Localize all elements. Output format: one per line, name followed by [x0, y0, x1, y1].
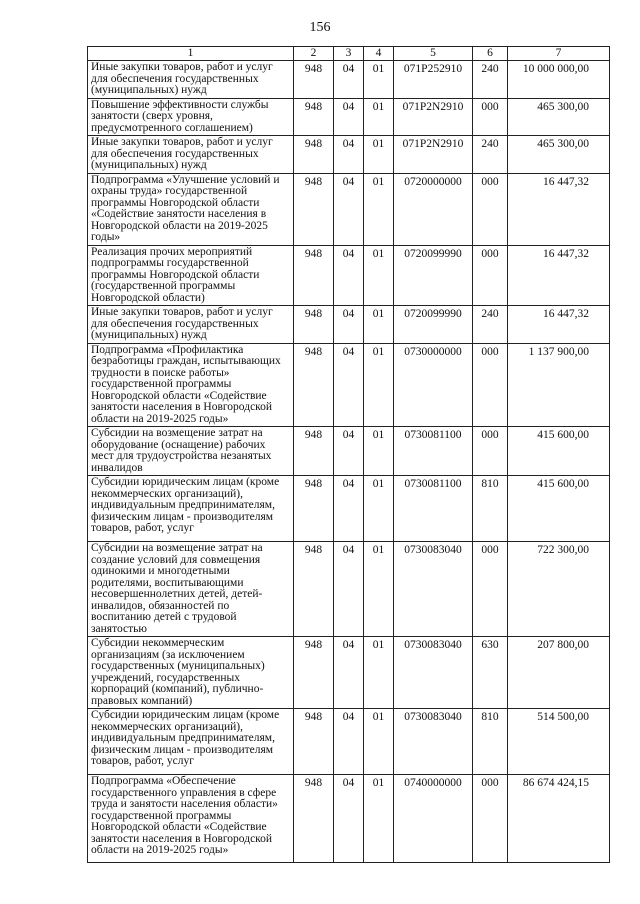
expense-type-cell: 240	[473, 136, 508, 174]
gr-code-cell: 948	[294, 306, 334, 344]
expense-type-cell: 000	[473, 542, 508, 637]
gr-code-cell: 948	[294, 343, 334, 427]
gr-code-cell: 948	[294, 775, 334, 863]
row-name-cell: Подпрограмма «Улучшение условий и охраны труда» государственной программы Новгородской области «Содействие занятости населения в Новгородской области на 2019-2025 годы»	[88, 173, 294, 245]
target-article-cell: 0720000000	[394, 173, 473, 245]
section-code-cell: 04	[334, 343, 364, 427]
table-row	[88, 136, 610, 174]
subsection-code-cell: 01	[364, 61, 394, 99]
section-code-cell: 04	[334, 61, 364, 99]
table-row	[88, 98, 610, 136]
row-name-cell: Подпрограмма «Профилактика безработицы граждан, испытывающих трудности в поиске работы» государственной программы Новгородской области «Содействие занятости населения в Новгородской области на 2019-2025 годы»	[88, 343, 294, 427]
column-header: 5	[394, 47, 473, 61]
column-header: 4	[364, 47, 394, 61]
target-article-cell: 071Р2N2910	[394, 136, 473, 174]
table-row	[88, 637, 610, 709]
page-number: 156	[309, 20, 331, 35]
row-name-cell: Субсидии юридическим лицам (кроме некоммерческих организаций), индивидуальным предпринимателям, физическим лицам - производителям товаров, работ, услуг	[88, 709, 294, 775]
row-name-cell: Реализация прочих мероприятий подпрограммы государственной программы Новгородской области (государственной программы Новгородской области)	[88, 245, 294, 306]
table-row	[88, 61, 610, 99]
expense-type-cell: 630	[473, 637, 508, 709]
table-row	[88, 775, 610, 863]
subsection-code-cell: 01	[364, 136, 394, 174]
subsection-code-cell: 01	[364, 637, 394, 709]
amount-cell: 514 500,00	[508, 709, 610, 775]
table-row	[88, 542, 610, 637]
row-name-cell: Повышение эффективности службы занятости (сверх уровня, предусмотренного соглашением)	[88, 98, 294, 136]
subsection-code-cell: 01	[364, 476, 394, 542]
row-name-cell: Субсидии на возмещение затрат на оборудование (оснащение) рабочих мест для трудоустройства незанятых инвалидов	[88, 427, 294, 476]
column-header: 6	[473, 47, 508, 61]
target-article-cell: 071Р2N2910	[394, 98, 473, 136]
section-code-cell: 04	[334, 245, 364, 306]
table-row	[88, 427, 610, 476]
target-article-cell: 0730000000	[394, 343, 473, 427]
row-name-cell: Иные закупки товаров, работ и услуг для обеспечения государственных (муниципальных) нужд	[88, 306, 294, 344]
section-code-cell: 04	[334, 98, 364, 136]
expense-type-cell: 000	[473, 173, 508, 245]
expense-type-cell: 000	[473, 98, 508, 136]
column-header: 1	[88, 47, 294, 61]
table-row	[88, 476, 610, 542]
row-name-cell: Подпрограмма «Обеспечение государственного управления в сфере труда и занятости населения области» государственной программы Новгородской области «Содействие занятости населения в Новгородской области на 2019-2025 годы»	[88, 775, 294, 863]
section-code-cell: 04	[334, 427, 364, 476]
subsection-code-cell: 01	[364, 245, 394, 306]
gr-code-cell: 948	[294, 98, 334, 136]
expense-type-cell: 000	[473, 343, 508, 427]
amount-cell: 415 600,00	[508, 476, 610, 542]
section-code-cell: 04	[334, 136, 364, 174]
target-article-cell: 0730081100	[394, 427, 473, 476]
target-article-cell: 0720099990	[394, 245, 473, 306]
subsection-code-cell: 01	[364, 427, 394, 476]
expense-type-cell: 240	[473, 306, 508, 344]
table-row	[88, 343, 610, 427]
amount-cell: 16 447,32	[508, 245, 610, 306]
section-code-cell: 04	[334, 542, 364, 637]
gr-code-cell: 948	[294, 245, 334, 306]
target-article-cell: 0730083040	[394, 709, 473, 775]
amount-cell: 465 300,00	[508, 98, 610, 136]
gr-code-cell: 948	[294, 61, 334, 99]
table-row	[88, 173, 610, 245]
amount-cell: 415 600,00	[508, 427, 610, 476]
row-name-cell: Иные закупки товаров, работ и услуг для обеспечения государственных (муниципальных) нужд	[88, 61, 294, 99]
section-code-cell: 04	[334, 775, 364, 863]
amount-cell: 16 447,32	[508, 173, 610, 245]
subsection-code-cell: 01	[364, 173, 394, 245]
row-name-cell: Субсидии юридическим лицам (кроме некоммерческих организаций), индивидуальным предпринимателям, физическим лицам - производителям товаров, работ, услуг	[88, 476, 294, 542]
target-article-cell: 0730083040	[394, 542, 473, 637]
table-header-row	[88, 47, 610, 61]
expense-type-cell: 000	[473, 427, 508, 476]
row-name-cell: Субсидии на возмещение затрат на создание условий для совмещения одинокими и многодетными родителями, воспитывающими несовершеннолетних детей, детей-инвалидов, обязанностей по воспитанию детей с трудовой занятостью	[88, 542, 294, 637]
section-code-cell: 04	[334, 709, 364, 775]
subsection-code-cell: 01	[364, 542, 394, 637]
gr-code-cell: 948	[294, 637, 334, 709]
expense-type-cell: 000	[473, 245, 508, 306]
amount-cell: 207 800,00	[508, 637, 610, 709]
target-article-cell: 0730083040	[394, 637, 473, 709]
gr-code-cell: 948	[294, 476, 334, 542]
table-row	[88, 245, 610, 306]
amount-cell: 465 300,00	[508, 136, 610, 174]
column-header: 3	[334, 47, 364, 61]
budget-table	[87, 46, 610, 863]
amount-cell: 1 137 900,00	[508, 343, 610, 427]
target-article-cell: 0740000000	[394, 775, 473, 863]
amount-cell: 722 300,00	[508, 542, 610, 637]
table-row	[88, 306, 610, 344]
gr-code-cell: 948	[294, 136, 334, 174]
subsection-code-cell: 01	[364, 98, 394, 136]
section-code-cell: 04	[334, 306, 364, 344]
amount-cell: 16 447,32	[508, 306, 610, 344]
expense-type-cell: 810	[473, 476, 508, 542]
gr-code-cell: 948	[294, 542, 334, 637]
section-code-cell: 04	[334, 637, 364, 709]
subsection-code-cell: 01	[364, 306, 394, 344]
expense-type-cell: 810	[473, 709, 508, 775]
target-article-cell: 0720099990	[394, 306, 473, 344]
section-code-cell: 04	[334, 476, 364, 542]
amount-cell: 86 674 424,15	[508, 775, 610, 863]
column-header: 7	[508, 47, 610, 61]
amount-cell: 10 000 000,00	[508, 61, 610, 99]
section-code-cell: 04	[334, 173, 364, 245]
gr-code-cell: 948	[294, 173, 334, 245]
column-header: 2	[294, 47, 334, 61]
subsection-code-cell: 01	[364, 775, 394, 863]
row-name-cell: Иные закупки товаров, работ и услуг для обеспечения государственных (муниципальных) нужд	[88, 136, 294, 174]
table-row	[88, 709, 610, 775]
target-article-cell: 071Р252910	[394, 61, 473, 99]
row-name-cell: Субсидии некоммерческим организациям (за исключением государственных (муниципальных) учреждений, государственных корпораций (компаний), публично-правовых компаний)	[88, 637, 294, 709]
expense-type-cell: 000	[473, 775, 508, 863]
target-article-cell: 0730081100	[394, 476, 473, 542]
gr-code-cell: 948	[294, 709, 334, 775]
subsection-code-cell: 01	[364, 709, 394, 775]
expense-type-cell: 240	[473, 61, 508, 99]
subsection-code-cell: 01	[364, 343, 394, 427]
gr-code-cell: 948	[294, 427, 334, 476]
